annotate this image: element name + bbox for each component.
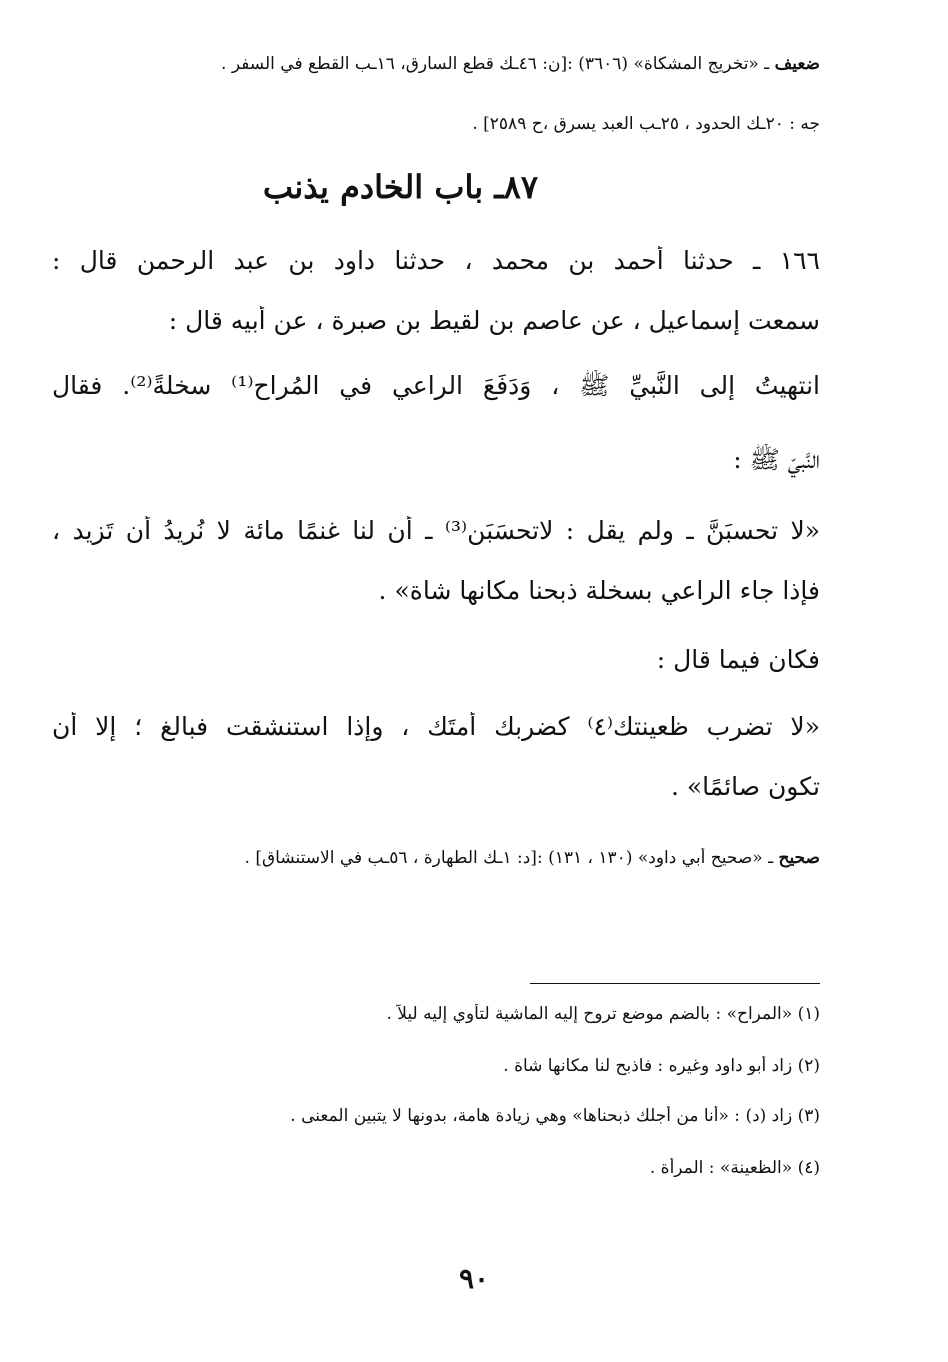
grade-label-weak: ضعيف (774, 54, 820, 74)
footnote-3: (٣) زاد (د) : «أنا من أجلك ذبحناها» وهي زيادة هامة، بدونها لا يتبين المعنى . (290, 1106, 820, 1126)
page-number: ٩٠ (458, 1262, 490, 1295)
grade-label-authentic: صحيح (778, 848, 820, 868)
footnote-4: (٤) «الظعينة» : المرأة . (649, 1158, 820, 1178)
grade-reference-text: ـ «صحيح أبي داود» (١٣٠ ، ١٣١) :[د: ١ـك الطهارة ، ٥٦ـب في الاستنشاق] . (244, 848, 779, 868)
quote-1-line-1: «لا تحسبَنَّ ـ ولم يقل : لاتحسَبَن⁽³⁾ ـ أن لنا غنمًا مائة لا نُريدُ أن تَزيد ، (52, 516, 820, 545)
quote-1-line-2: فإذا جاء الراعي بسخلة ذبحنا مكانها شاة» . (378, 576, 820, 605)
source-reference-line-1 (52, 54, 820, 74)
hadith-line-2: سمعت إسماعيل ، عن عاصم بن لقيط بن صبرة ، عن أبيه قال : (168, 306, 820, 335)
footnote-1: (١) «المراح» : بالضم موضع تروح إليه الماشية لتأوي إليه ليلاً . (386, 1004, 820, 1024)
source-reference-text: ـ «تخريج المشكاة» (٣٦٠٦) :[ن: ٤٦ـك قطع السارق، ١٦ـب القطع في السفر . (221, 54, 775, 74)
quote-2-line-1: «لا تضرب ظعينتك⁽٤⁾ كضربك أَمتَك ، وإذا استنشقت فبالغ ؛ إلا أن (52, 712, 820, 741)
grade-reference-line (52, 848, 820, 868)
follow-up-line: فكان فيما قال : (656, 645, 820, 674)
source-reference-line-2: جه : ٢٠ـك الحدود ، ٢٥ـب العبد يسرق ،ح ٢٥٨٩] . (472, 114, 820, 134)
quote-2-line-2: تكون صائمًا» . (670, 772, 820, 801)
hadith-line-1: ١٦٦ ـ حدثنا أحمد بن محمد ، حدثنا داود بن عبد الرحمن قال : (52, 246, 820, 275)
footnote-2: (٢) زاد أبو داود وغيره : فاذبح لنا مكانها شاة . (503, 1056, 820, 1076)
footnote-divider (530, 983, 820, 984)
hadith-line-4: النَّبيّ ﷺ : (733, 445, 820, 474)
chapter-title: ٨٧ـ باب الخادم يذنب (262, 168, 538, 206)
hadith-line-3: انتهيتُ إلى النَّبيِّ ﷺ ، وَدَفَعَ الراعي في المُراح⁽¹⁾ سخلةً⁽²⁾. فقال (52, 371, 820, 400)
